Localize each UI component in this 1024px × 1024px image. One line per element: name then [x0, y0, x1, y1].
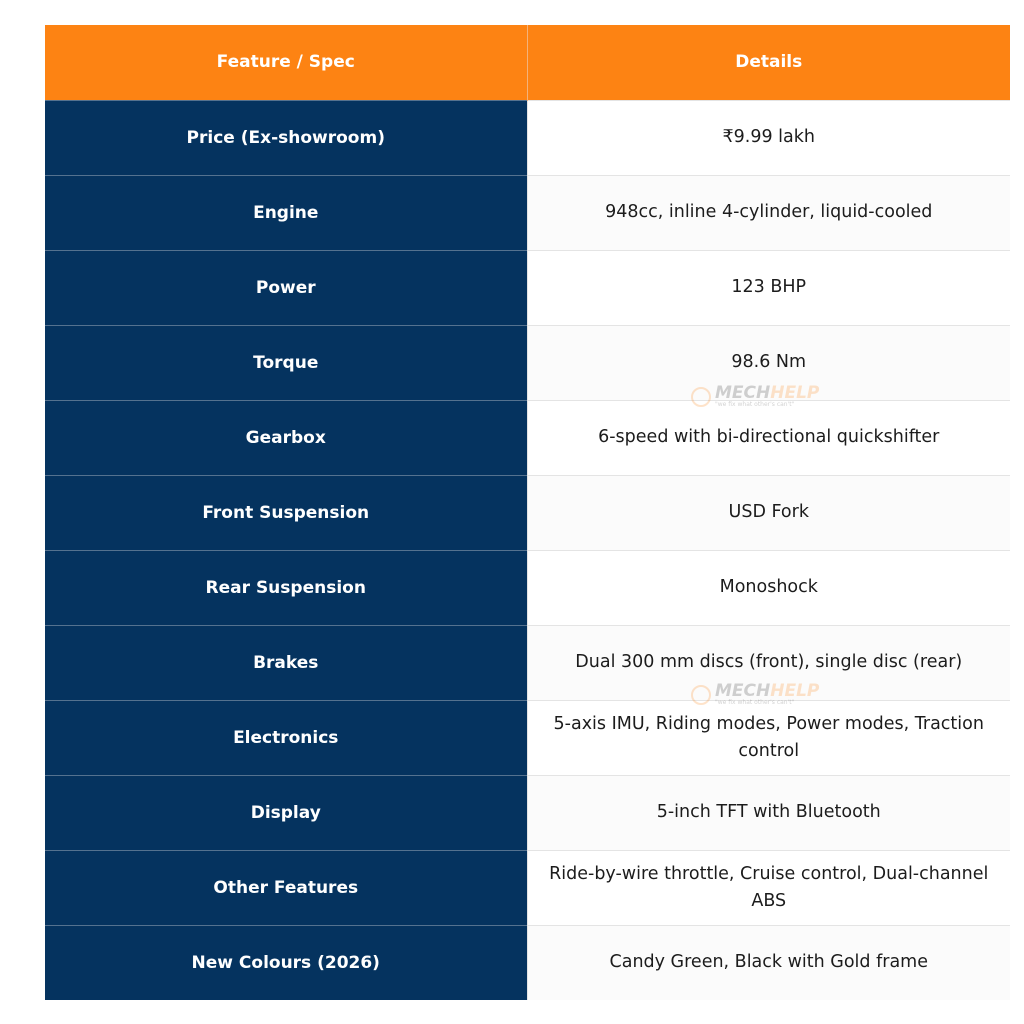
feature-cell: Engine [45, 175, 527, 250]
table-row [45, 325, 1010, 400]
spec-table-container [45, 25, 1010, 1000]
feature-cell: Rear Suspension [45, 550, 527, 625]
feature-cell: New Colours (2026) [45, 925, 527, 1000]
watermark-tagline: "we fix what other's can't" [715, 699, 795, 706]
watermark-tagline: "we fix what other's can't" [715, 401, 795, 408]
column-header-feature: Feature / Spec [45, 25, 527, 100]
details-cell: Dual 300 mm discs (front), single disc (rear) [527, 625, 1010, 700]
table-row [45, 250, 1010, 325]
table-row [45, 475, 1010, 550]
details-cell: 98.6 Nm [527, 325, 1010, 400]
details-cell: USD Fork [527, 475, 1010, 550]
table-row [45, 925, 1010, 1000]
feature-cell: Electronics [45, 700, 527, 775]
table-row [45, 625, 1010, 700]
table-row [45, 175, 1010, 250]
table-row [45, 850, 1010, 925]
feature-cell: Gearbox [45, 400, 527, 475]
details-cell: 948cc, inline 4-cylinder, liquid-cooled [527, 175, 1010, 250]
feature-cell: Front Suspension [45, 475, 527, 550]
table-row [45, 550, 1010, 625]
details-cell: Monoshock [527, 550, 1010, 625]
details-cell: Ride-by-wire throttle, Cruise control, Dual-channel ABS [527, 850, 1010, 925]
details-cell: 5-axis IMU, Riding modes, Power modes, Traction control [527, 700, 1010, 775]
table-row [45, 775, 1010, 850]
details-cell: 123 BHP [527, 250, 1010, 325]
details-cell: Candy Green, Black with Gold frame [527, 925, 1010, 1000]
table-row [45, 400, 1010, 475]
watermark-brand: MECHHELP [715, 383, 820, 403]
table-row [45, 100, 1010, 175]
feature-cell: Brakes [45, 625, 527, 700]
feature-cell: Price (Ex-showroom) [45, 100, 527, 175]
details-cell: ₹9.99 lakh [527, 100, 1010, 175]
column-header-details: Details [527, 25, 1010, 100]
feature-cell: Other Features [45, 850, 527, 925]
watermark-brand: MECHHELP [715, 681, 820, 701]
spec-table [45, 25, 1010, 1000]
details-cell: 6-speed with bi-directional quickshifter [527, 400, 1010, 475]
table-header-row [45, 25, 1010, 100]
table-row [45, 700, 1010, 775]
feature-cell: Display [45, 775, 527, 850]
details-cell: 5-inch TFT with Bluetooth [527, 775, 1010, 850]
feature-cell: Torque [45, 325, 527, 400]
feature-cell: Power [45, 250, 527, 325]
